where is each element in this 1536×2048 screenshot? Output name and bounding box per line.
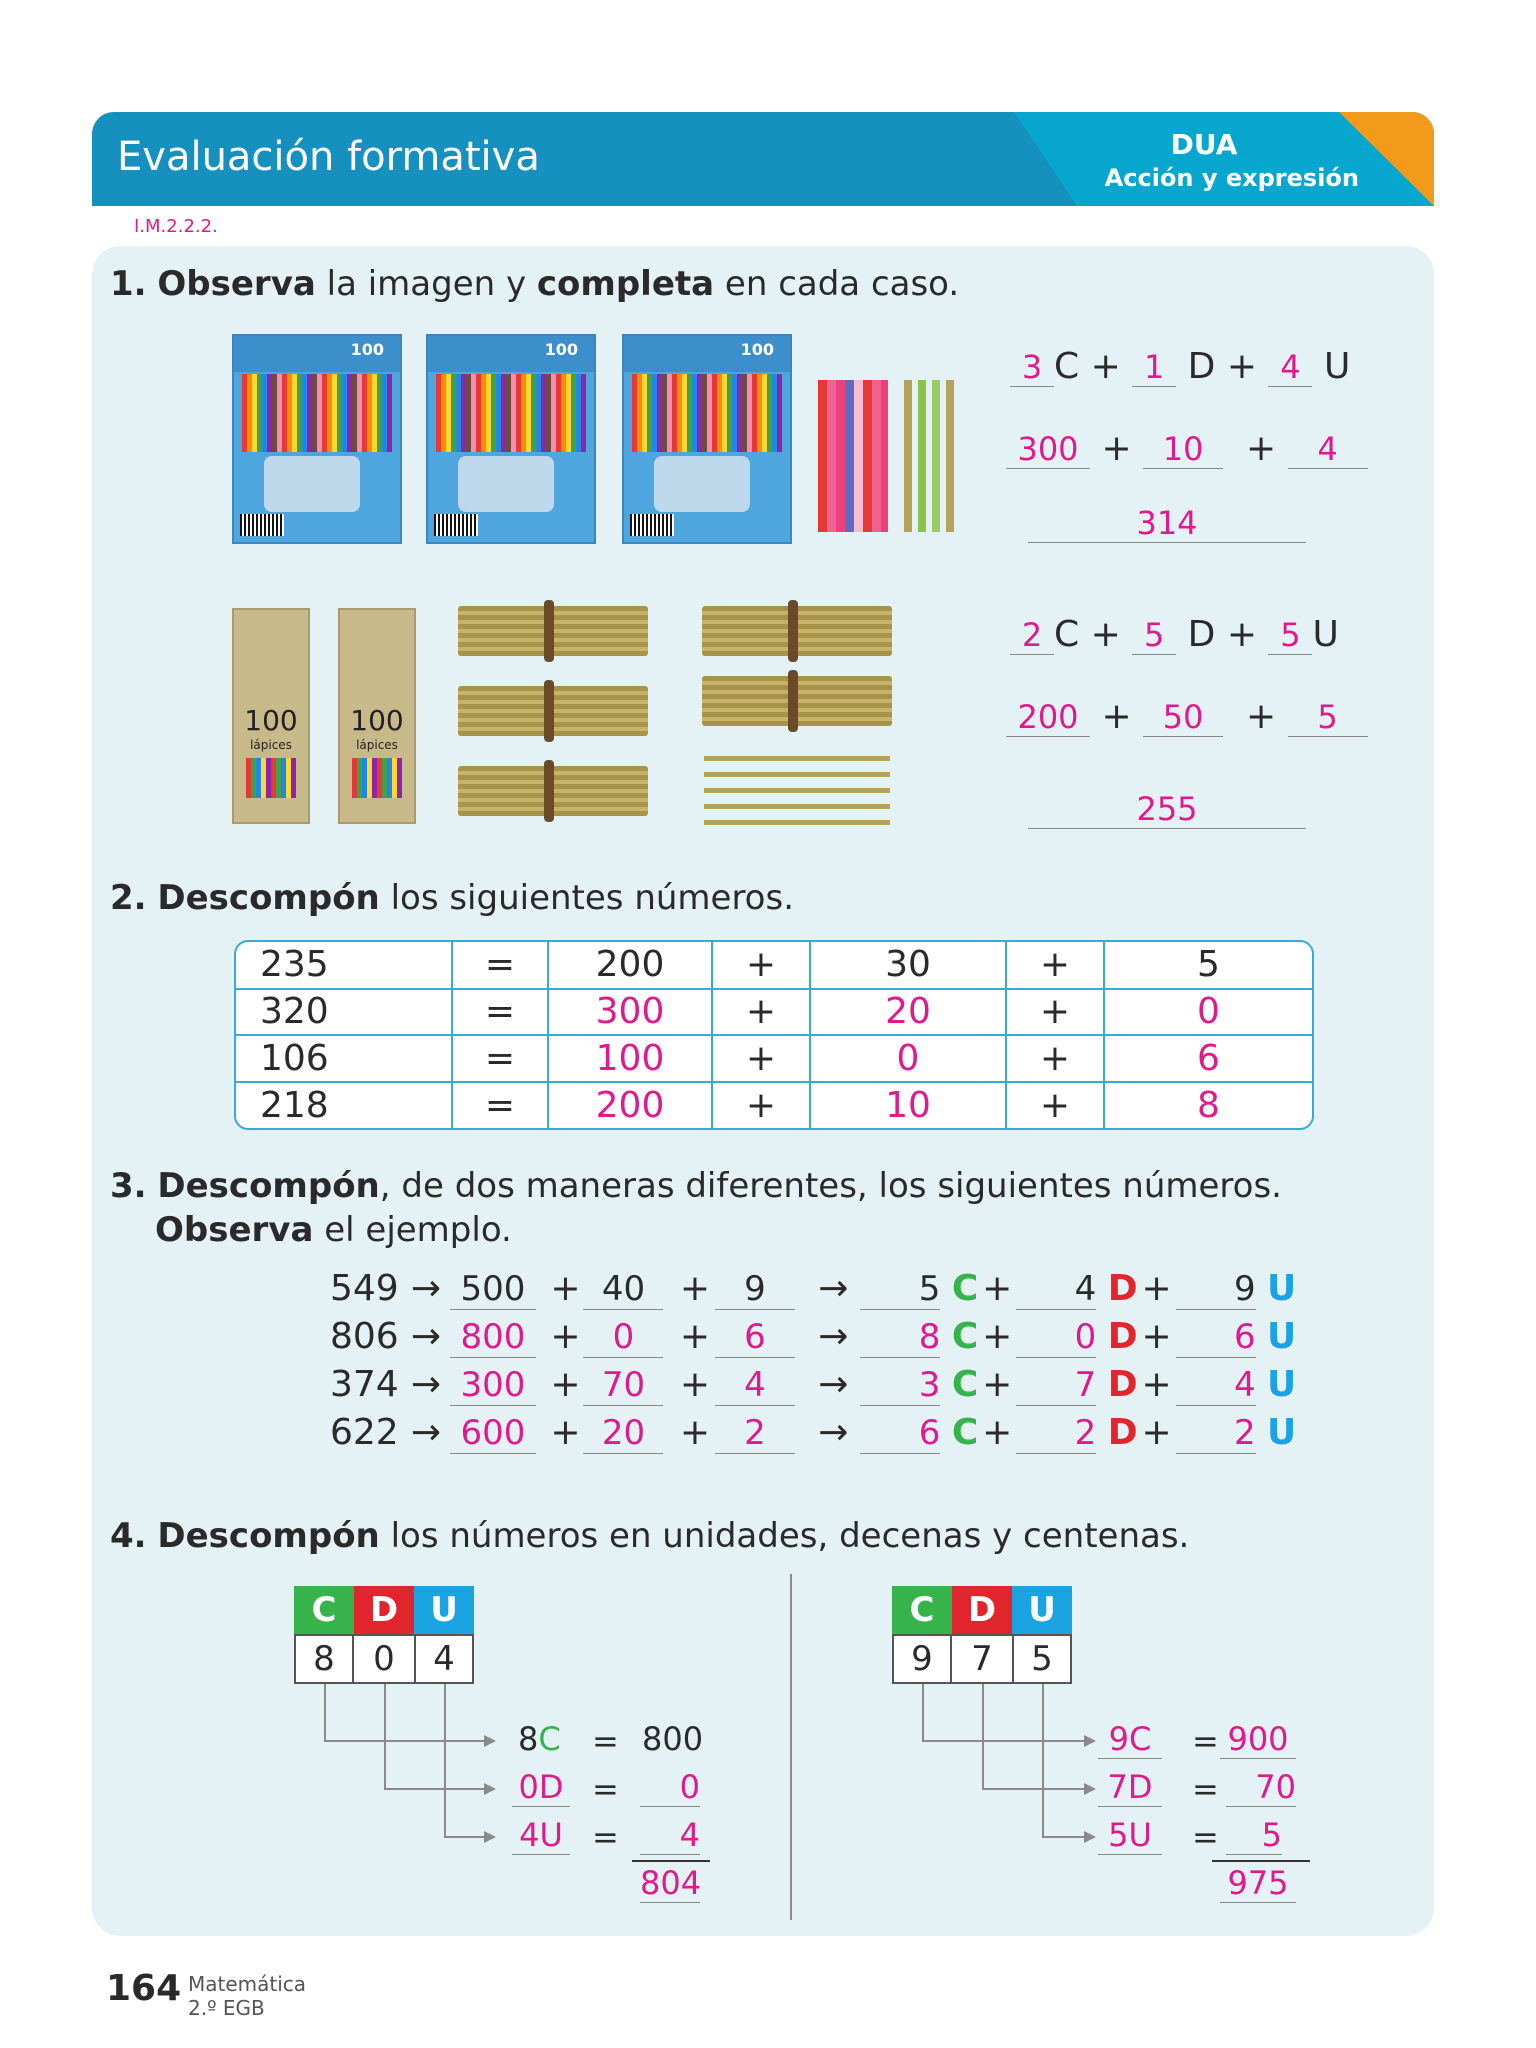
right-total: 975	[1220, 1864, 1296, 1903]
single-pencil	[932, 380, 940, 532]
single-pencil	[704, 756, 890, 761]
left-u-line: 4U	[512, 1816, 570, 1855]
pencil-bundle	[458, 606, 648, 656]
pencil-bundle	[458, 686, 648, 736]
eq-sign: =	[592, 1818, 619, 1856]
right-u-value: 5	[1226, 1816, 1282, 1855]
connector-line	[982, 1788, 1084, 1790]
digit-u: 5	[1012, 1634, 1072, 1684]
pencil-box-3: 100	[622, 334, 792, 544]
connector-line	[384, 1788, 484, 1790]
single-pencil	[946, 380, 954, 532]
header-u: U	[414, 1586, 474, 1634]
connector-line	[384, 1684, 386, 1790]
loose-pencils	[818, 380, 888, 532]
q1-row2-cdu: 2 C + 5 D + 5 U	[1010, 614, 1339, 655]
pencil-bundle	[702, 676, 892, 726]
digit-c: 8	[294, 1634, 354, 1684]
left-c-value: 800	[642, 1720, 704, 1758]
header-c: C	[892, 1586, 952, 1634]
section-header	[92, 112, 1434, 206]
dua-sublabel: Acción y expresión	[1104, 164, 1359, 192]
digit-c: 9	[892, 1634, 952, 1684]
header-c: C	[294, 1586, 354, 1634]
connector-line	[1042, 1684, 1044, 1838]
q3-subtitle: Observa el ejemplo.	[155, 1210, 512, 1250]
q3-title: 3. Descompón, de dos maneras diferentes, los siguientes números.	[110, 1166, 1282, 1206]
q1-row2-sum: 200 + 50 + 5	[1006, 696, 1368, 737]
arrow-icon	[1084, 1831, 1096, 1843]
connector-line	[324, 1740, 484, 1742]
dua-label: DUA	[1170, 128, 1238, 161]
q1-row1-total: 314	[1028, 502, 1306, 543]
decompose-table	[234, 940, 1314, 1130]
single-pencil	[704, 820, 890, 825]
digit-d: 7	[952, 1634, 1012, 1684]
q3-row-2: 374 → 300 + 70 + 4 → 3 C + 7 D + 4 U	[330, 1364, 1297, 1405]
q3-row-3: 622 → 600 + 20 + 2 → 6 C + 2 D + 2 U	[330, 1412, 1297, 1453]
header-d: D	[952, 1586, 1012, 1634]
connector-line	[922, 1684, 924, 1742]
pencil-case-100-1: 100 lápices	[232, 608, 310, 824]
cdu-table-left	[294, 1586, 474, 1684]
right-d-line: 7D	[1098, 1768, 1162, 1807]
sum-line	[1212, 1860, 1310, 1862]
q2-title: 2. Descompón los siguientes números.	[110, 878, 795, 918]
connector-line	[324, 1684, 326, 1742]
pencil-box-2: 100	[426, 334, 596, 544]
right-c-value: 900	[1220, 1720, 1296, 1759]
pencil-case-100-2: 100 lápices	[338, 608, 416, 824]
single-pencil	[704, 772, 890, 777]
right-d-value: 70	[1226, 1768, 1296, 1807]
table-row: 218 = 200 + 10 + 8	[236, 1082, 1312, 1129]
left-d-value: 0	[640, 1768, 700, 1807]
single-pencil	[904, 380, 912, 532]
table-row: 235 = 200 + 30 + 5	[236, 942, 1312, 989]
eq-sign: =	[592, 1722, 619, 1760]
left-d-line: 0D	[512, 1768, 570, 1807]
connector-line	[1042, 1836, 1084, 1838]
eq-sign: =	[1192, 1818, 1219, 1856]
q3-row-example: 549 → 500 + 40 + 9 → 5 C + 4 D + 9 U	[330, 1268, 1297, 1309]
connector-line	[444, 1836, 484, 1838]
arrow-icon	[484, 1831, 496, 1843]
section-title: Evaluación formativa	[117, 134, 540, 180]
connector-line	[982, 1684, 984, 1790]
left-u-value: 4	[640, 1816, 700, 1855]
sum-line	[632, 1860, 710, 1862]
eq-sign: =	[1192, 1770, 1219, 1808]
connector-line	[444, 1684, 446, 1838]
footer-subject: Matemática 2.º EGB	[188, 1972, 307, 2020]
eq-sign: =	[592, 1770, 619, 1808]
single-pencil	[704, 804, 890, 809]
digit-u: 4	[414, 1634, 474, 1684]
arrow-icon	[1084, 1735, 1096, 1747]
right-c-line: 9C	[1098, 1720, 1162, 1759]
single-pencil	[918, 380, 926, 532]
connector-line	[922, 1740, 1084, 1742]
q1-row2-total: 255	[1028, 788, 1306, 829]
q1-row1-cdu: 3 C + 1 D + 4 U	[1010, 346, 1350, 387]
pencil-bundle	[702, 606, 892, 656]
header-u: U	[1012, 1586, 1072, 1634]
table-row: 106 = 100 + 0 + 6	[236, 1035, 1312, 1082]
divider	[790, 1574, 792, 1920]
right-u-line: 5U	[1098, 1816, 1162, 1855]
single-pencil	[704, 788, 890, 793]
arrow-icon	[484, 1735, 496, 1747]
pencil-bundle	[458, 766, 648, 816]
indicator-code: I.M.2.2.2.	[134, 216, 218, 237]
arrow-icon	[484, 1783, 496, 1795]
cdu-table-right	[892, 1586, 1072, 1684]
q1-row1-sum: 300 + 10 + 4	[1006, 428, 1368, 469]
digit-d: 0	[354, 1634, 414, 1684]
left-total: 804	[640, 1864, 702, 1902]
left-c-line: 8C	[518, 1720, 561, 1758]
page-number: 164	[106, 1968, 182, 2009]
q3-row-1: 806 → 800 + 0 + 6 → 8 C + 0 D + 6 U	[330, 1316, 1297, 1357]
q4-title: 4. Descompón los números en unidades, decenas y centenas.	[110, 1516, 1190, 1556]
header-d: D	[354, 1586, 414, 1634]
pencil-box-1: 100	[232, 334, 402, 544]
q1-title: 1. Observa la imagen y completa en cada caso.	[110, 264, 960, 304]
table-row: 320 = 300 + 20 + 0	[236, 989, 1312, 1036]
arrow-icon	[1084, 1783, 1096, 1795]
eq-sign: =	[1192, 1722, 1219, 1760]
